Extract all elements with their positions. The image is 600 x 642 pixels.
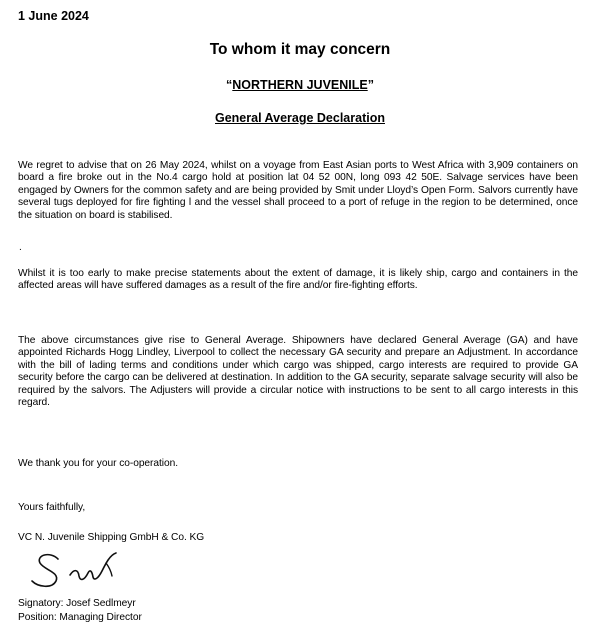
letter-date: 1 June 2024 <box>18 9 89 23</box>
vessel-heading <box>0 78 600 92</box>
paragraph-incident: We regret to advise that on 26 May 2024, whilst on a voyage from East Asian ports to West Africa with 3,909 containers on board a fire broke out in the No.4 cargo hold at position lat 04 52 00N, long 093 42 50E. Salvage services have been engaged by Owners for the common safety and are being provided by Smit under Lloyd’s Open Form. Salvors currently have several tugs deployed for fire fighting l and the vessel shall proceed to a port of refuge in the region to be determined, once the situation on board is stabilised. <box>18 160 578 221</box>
letter-title: To whom it may concern <box>209 41 391 58</box>
subject-heading: General Average Declaration <box>215 111 385 125</box>
closing-line: Yours faithfully, <box>18 502 86 513</box>
company-name: VC N. Juvenile Shipping GmbH & Co. KG <box>18 532 205 543</box>
vessel-open-quote: “ <box>226 78 233 92</box>
thanks-line: We thank you for your co-operation. <box>18 458 179 469</box>
stray-mark: . <box>19 242 22 253</box>
paragraph-general-average: The above circumstances give rise to General Average. Shipowners have declared General Average (GA) and have appointed Richards Hogg Lindley, Liverpool to collect the necessary GA security and prepare an Adjustment. In accordance with the bill of lading terms and conditions under which cargo was shipped, cargo interests are required to provide GA security before the cargo can be delivered at destination. In addition to the GA security, separate salvage security will also be required by the salvors. The Adjusters will provide a circular notice with instructions to be sent to all cargo interests in this regard. <box>18 335 578 409</box>
position-line: Position: Managing Director <box>18 612 142 623</box>
signatory-line: Signatory: Josef Sedlmeyr <box>18 598 136 609</box>
handwritten-signature <box>26 545 136 595</box>
vessel-close-quote: ” <box>367 78 374 92</box>
vessel-name: NORTHERN JUVENILE <box>232 78 368 92</box>
paragraph-damage: Whilst it is too early to make precise statements about the extent of damage, it is likely ship, cargo and containers in the affected areas will have suffered damages as a result of the fire and/or fire-fighting efforts. <box>18 268 578 292</box>
